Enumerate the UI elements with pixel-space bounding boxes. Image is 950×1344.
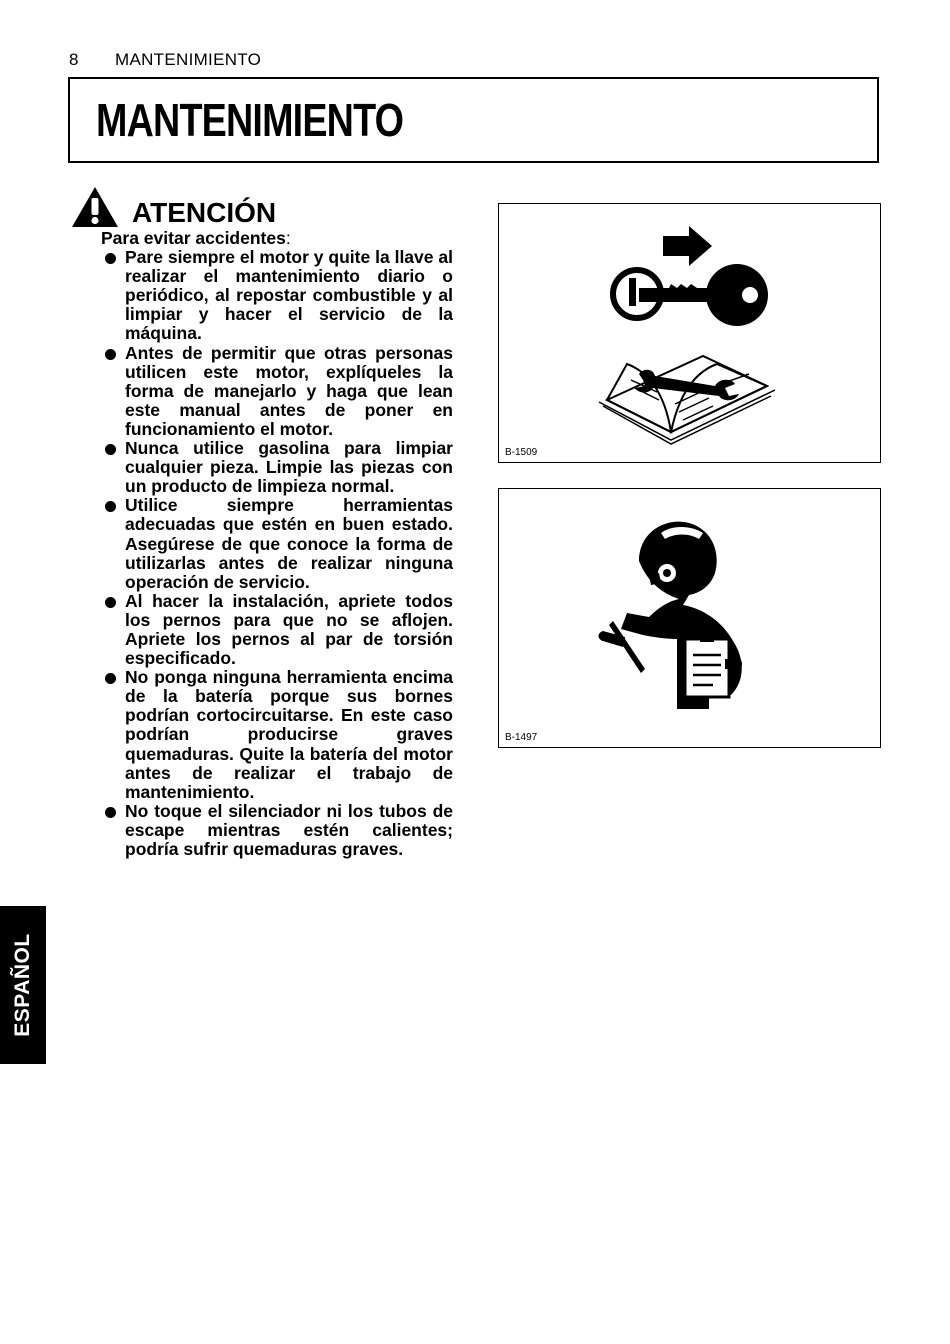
section-title-box	[68, 77, 879, 163]
figure-key-manual	[498, 203, 881, 463]
ignition-key-icon	[613, 226, 768, 326]
warning-intro	[101, 229, 453, 248]
warning-intro-text: Para evitar accidentes	[101, 228, 286, 248]
mechanic-checklist-icon	[599, 522, 743, 709]
page-number: 8	[69, 50, 79, 69]
list-item: Pare siempre el motor y quite la llave al realizar el mantenimiento diario o periódico, al repostar combustible y al limpiar y hacer el servicio de la máquina.	[101, 248, 453, 343]
figure-mechanic	[498, 488, 881, 748]
figure-code: B-1497	[505, 732, 538, 743]
warning-list	[101, 248, 453, 859]
figure-code: B-1509	[505, 447, 538, 458]
page-title: MANTENIMIENTO	[96, 94, 404, 146]
warning-triangle-icon	[70, 185, 120, 229]
list-item: Al hacer la instalación, apriete todos los pernos para que no se aflojen. Apriete los pernos al par de torsión especificado.	[101, 592, 453, 668]
list-item: No ponga ninguna herramienta encima de la batería porque sus bornes podrían cortocircuitarse. En este caso podrían producirse graves quemaduras. Quite la batería del motor antes de realizar el trabajo de mantenimiento.	[101, 668, 453, 802]
warning-body	[101, 229, 453, 859]
list-item: No toque el silenciador ni los tubos de escape mientras estén calientes; podría sufrir quemaduras graves.	[101, 802, 453, 859]
list-item: Utilice siempre herramientas adecuadas que estén en buen estado. Asegúrese de que conoce la forma de utilizarlas antes de realizar ninguna operación de servicio.	[101, 496, 453, 591]
list-item: Nunca utilice gasolina para limpiar cualquier pieza. Limpie las piezas con un producto de limpieza normal.	[101, 439, 453, 496]
running-header	[69, 50, 261, 70]
language-tab-label: ESPAÑOL	[11, 933, 34, 1037]
warning-intro-colon: :	[285, 228, 291, 248]
warning-word: ATENCIÓN	[132, 197, 277, 228]
language-tab	[0, 906, 46, 1064]
running-section-title: MANTENIMIENTO	[115, 50, 262, 69]
list-item: Antes de permitir que otras personas utilicen este motor, explíqueles la forma de manejarlo y haga que lean este manual antes de poner en funcionamiento el motor.	[101, 344, 453, 439]
manual-wrench-icon	[599, 356, 775, 444]
